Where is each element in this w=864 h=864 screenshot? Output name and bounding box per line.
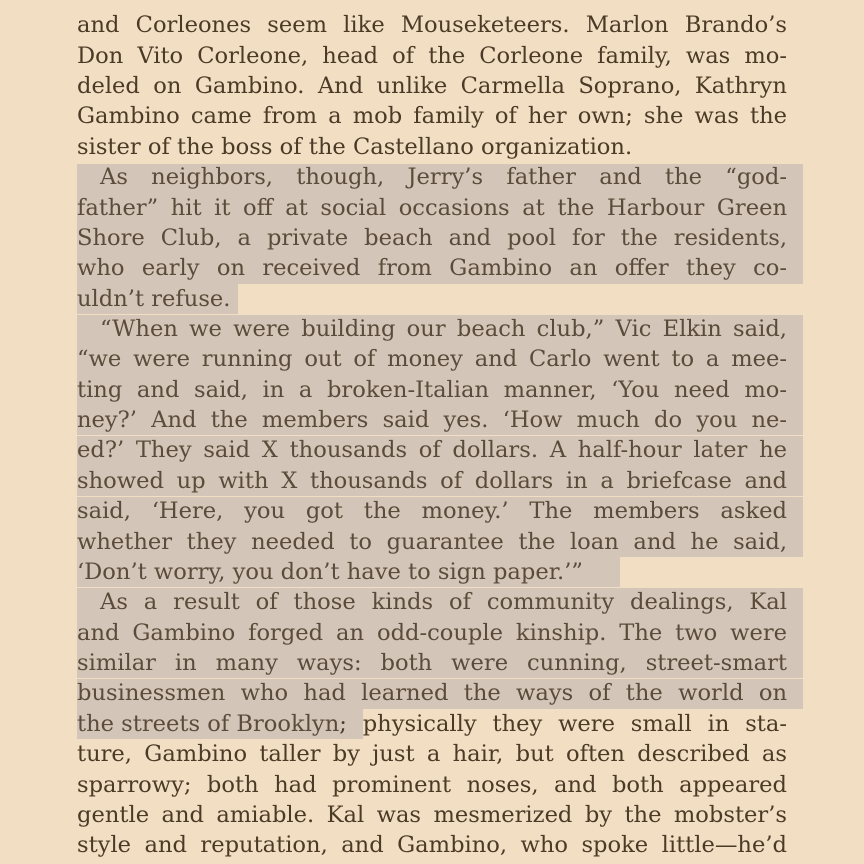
highlighted-text-line[interactable]: ‘Don’t worry, you don’t have to sign paper.’” [77,559,583,585]
text-line-mixed [77,709,787,740]
highlighted-text-line[interactable]: showed up with X thousands of dollars in a briefcase and [77,468,787,494]
highlighted-text-fragment[interactable]: the streets of Brooklyn [77,711,340,737]
highlighted-text-line[interactable]: Shore Club, a private beach and pool for the residents, [77,225,787,251]
text-line: ture, Gambino taller by just a hair, but often described as [77,741,787,767]
text-line: sparrowy; both had prominent noses, and both appeared [77,772,787,798]
highlighted-text-line[interactable]: “we were running out of money and Carlo went to a mee- [77,346,787,372]
text-line: deled on Gambino. And unlike Carmella Soprano, Kathryn [77,73,787,99]
highlighted-text-line[interactable]: ney?’ And the members said yes. ‘How much do you ne- [77,407,787,433]
text-line: sister of the boss of the Castellano organization. [77,134,633,160]
text-line: and Corleones seem like Mouseketeers. Marlon Brando’s [77,12,787,38]
text-line: gentle and amiable. Kal was mesmerized by the mobster’s [77,802,787,828]
text-line: Don Vito Corleone, head of the Corleone family, was mo- [77,43,787,69]
highlighted-text-line[interactable]: whether they needed to guarantee the loan and he said, [77,529,787,555]
highlighted-text-line[interactable]: As a result of those kinds of community dealings, Kal [100,589,787,615]
highlighted-text-line[interactable]: said, ‘Here, you got the money.’ The members asked [77,498,787,524]
highlighted-text-line[interactable]: uldn’t refuse. [77,286,231,312]
highlighted-text-line[interactable]: “When we were building our beach club,” Vic Elkin said, [100,316,787,342]
highlighted-text-line[interactable]: father” hit it off at social occasions at the Harbour Green [77,195,787,221]
highlighted-text-line[interactable]: ting and said, in a broken-Italian manner, ‘You need mo- [77,377,787,403]
text-line: style and reputation, and Gambino, who spoke little—he’d [77,832,787,858]
highlighted-text-line[interactable]: businessmen who had learned the ways of the world on [77,680,787,706]
text-fragment: ; physically they were small in sta- [339,711,787,737]
highlighted-text-line[interactable]: and Gambino forged an odd-couple kinship. The two were [77,620,787,646]
highlighted-text-line[interactable]: As neighbors, though, Jerry’s father and the “god- [100,164,787,190]
highlighted-text-line[interactable]: similar in many ways: both were cunning, street-smart [77,650,787,676]
highlighted-text-line[interactable]: who early on received from Gambino an offer they co- [77,255,787,281]
highlighted-text-line[interactable]: ed?’ They said X thousands of dollars. A half-hour later he [77,437,787,463]
text-line: Gambino came from a mob family of her own; she was the [77,103,787,129]
